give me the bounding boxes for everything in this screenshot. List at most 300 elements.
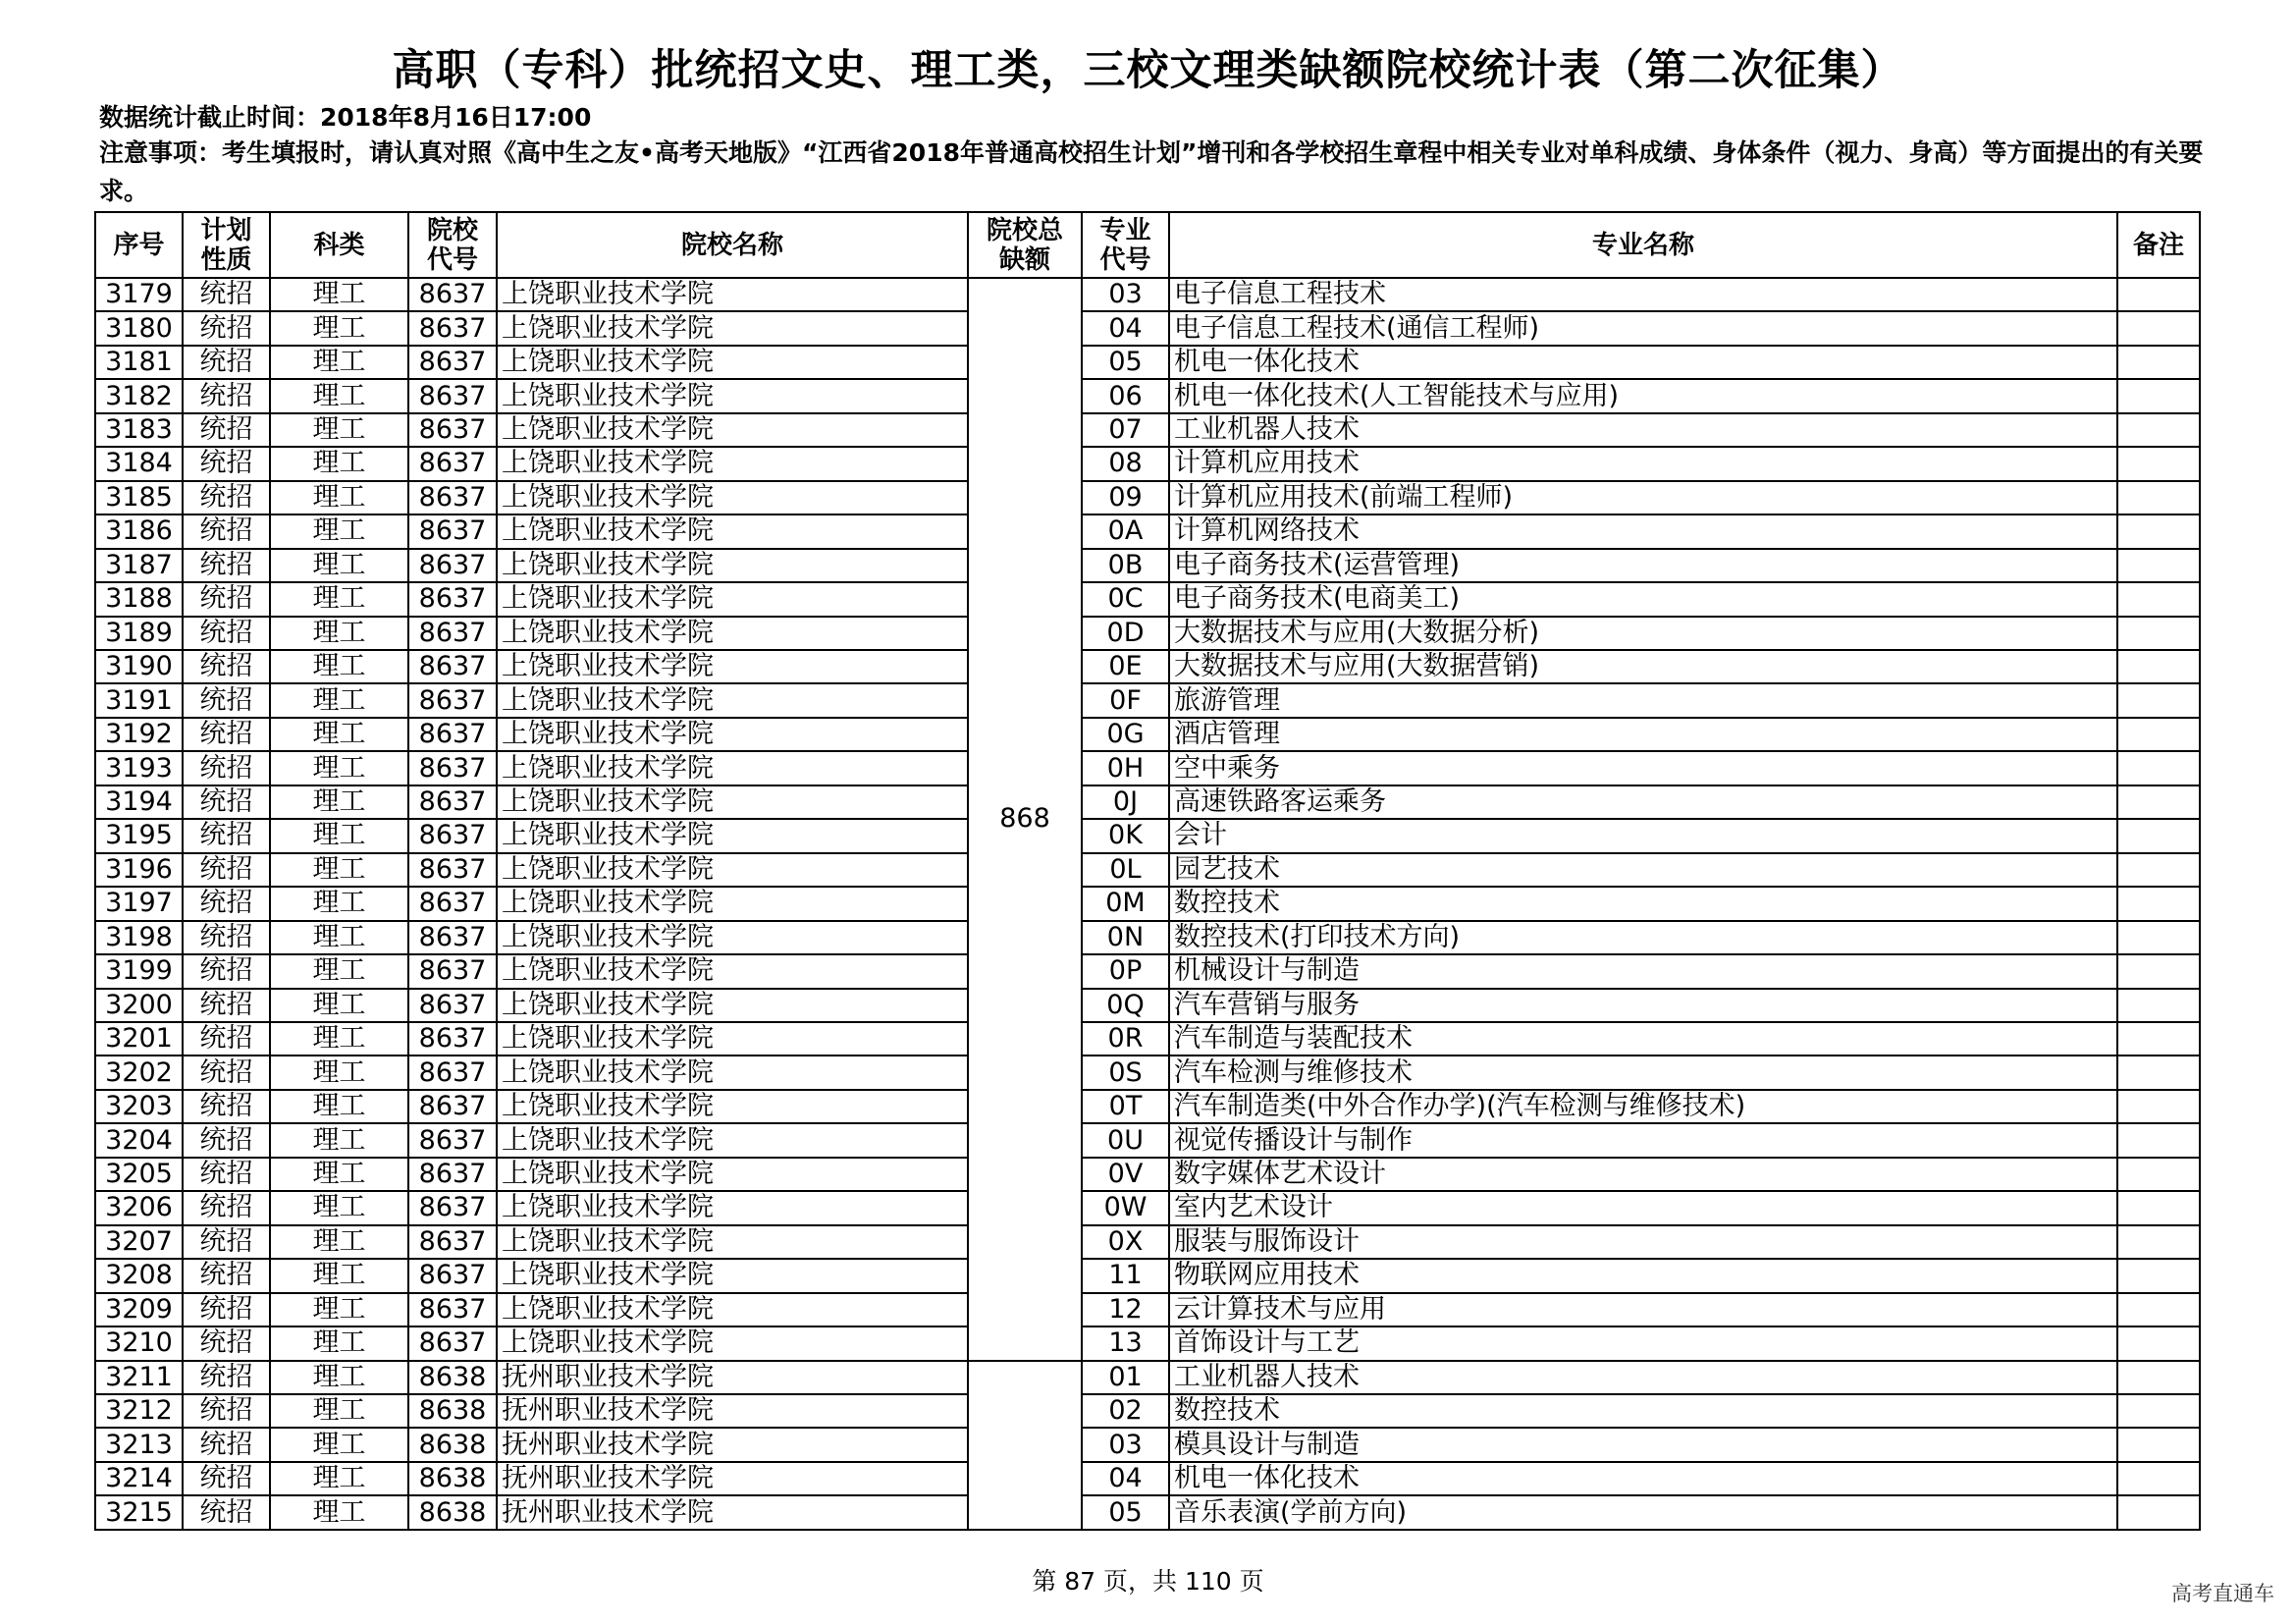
cell-school-code: 8637 (408, 1225, 497, 1259)
cell-major-name: 机电一体化技术(人工智能技术与应用) (1169, 379, 2117, 412)
table-row (95, 1394, 2200, 1428)
header-school-code (408, 212, 497, 278)
cell-remark (2117, 785, 2200, 819)
cell-school-name: 上饶职业技术学院 (497, 278, 968, 311)
notice-text: 注意事项：考生填报时，请认真对照《高中生之友•高考天地版》“江西省2018年普通高校招生计划”增刊和各学校招生章程中相关专业对单科成绩、身体条件（视力、身高）等方面提出的有关要求。 (99, 138, 2204, 205)
cell-major-name: 工业机器人技术 (1169, 413, 2117, 447)
table-row (95, 989, 2200, 1022)
cell-major-name: 机电一体化技术 (1169, 346, 2117, 379)
cell-major-code: 04 (1082, 1462, 1169, 1495)
cell-seq: 3196 (95, 853, 183, 887)
cell-school-name: 上饶职业技术学院 (497, 954, 968, 988)
cell-school-name: 上饶职业技术学院 (497, 887, 968, 920)
cell-remark (2117, 921, 2200, 954)
cell-school-code: 8637 (408, 954, 497, 988)
cell-major-name: 大数据技术与应用(大数据营销) (1169, 650, 2117, 683)
cell-major-name: 服装与服饰设计 (1169, 1225, 2117, 1259)
cell-school-code: 8637 (408, 278, 497, 311)
table-header-row (95, 212, 2200, 278)
cell-major-name: 空中乘务 (1169, 751, 2117, 785)
cell-school-vacancy: 868 (968, 278, 1082, 1361)
cell-plan-type: 统招 (183, 718, 270, 751)
cell-major-code: 0K (1082, 819, 1169, 852)
cell-major-name: 园艺技术 (1169, 853, 2117, 887)
cell-major-code: 06 (1082, 379, 1169, 412)
cell-remark (2117, 1123, 2200, 1157)
cell-school-code: 8637 (408, 853, 497, 887)
cell-major-name: 电子信息工程技术 (1169, 278, 2117, 311)
page-footer: 第 87 页，共 110 页 (1032, 1567, 1264, 1596)
cell-plan-type: 统招 (183, 785, 270, 819)
table-row (95, 514, 2200, 548)
cell-plan-type: 统招 (183, 617, 270, 650)
cell-major-name: 机械设计与制造 (1169, 954, 2117, 988)
cell-major-code: 02 (1082, 1394, 1169, 1428)
table-row (95, 1090, 2200, 1123)
cell-major-code: 0N (1082, 921, 1169, 954)
cell-school-name: 上饶职业技术学院 (497, 514, 968, 548)
table-row (95, 751, 2200, 785)
cell-remark (2117, 514, 2200, 548)
cell-major-code: 0V (1082, 1158, 1169, 1191)
cell-seq: 3213 (95, 1428, 183, 1461)
cell-category: 理工 (270, 1293, 408, 1326)
table-row (95, 683, 2200, 717)
cell-remark (2117, 1225, 2200, 1259)
table-row (95, 785, 2200, 819)
cell-remark (2117, 1361, 2200, 1394)
cell-seq: 3204 (95, 1123, 183, 1157)
cell-category: 理工 (270, 853, 408, 887)
cell-school-code: 8638 (408, 1495, 497, 1530)
cell-category: 理工 (270, 1056, 408, 1089)
cell-remark (2117, 346, 2200, 379)
cell-seq: 3191 (95, 683, 183, 717)
cell-seq: 3202 (95, 1056, 183, 1089)
cell-school-code: 8637 (408, 1293, 497, 1326)
cell-school-code: 8637 (408, 1191, 497, 1224)
cell-plan-type: 统招 (183, 1361, 270, 1394)
cell-seq: 3207 (95, 1225, 183, 1259)
cell-seq: 3184 (95, 447, 183, 480)
cell-major-code: 0W (1082, 1191, 1169, 1224)
cell-major-name: 计算机应用技术(前端工程师) (1169, 481, 2117, 514)
cell-school-name: 上饶职业技术学院 (497, 1022, 968, 1056)
cell-seq: 3214 (95, 1462, 183, 1495)
cell-remark (2117, 989, 2200, 1022)
header-plan-type-text: 计划性质 (200, 215, 252, 275)
cell-seq: 3198 (95, 921, 183, 954)
table-row (95, 1123, 2200, 1157)
cell-plan-type: 统招 (183, 887, 270, 920)
header-school-vacancy (968, 212, 1082, 278)
table-row (95, 1462, 2200, 1495)
cell-category: 理工 (270, 514, 408, 548)
cell-school-name: 上饶职业技术学院 (497, 379, 968, 412)
table-row (95, 1259, 2200, 1292)
cell-category: 理工 (270, 447, 408, 480)
cell-school-code: 8637 (408, 683, 497, 717)
cell-remark (2117, 650, 2200, 683)
cutoff-time: 数据统计截止时间：2018年8月16日17:00 (99, 103, 592, 132)
cell-major-name: 首饰设计与工艺 (1169, 1326, 2117, 1360)
cell-plan-type: 统招 (183, 1225, 270, 1259)
cell-plan-type: 统招 (183, 549, 270, 582)
cell-major-code: 0F (1082, 683, 1169, 717)
cell-plan-type: 统招 (183, 311, 270, 345)
cell-category: 理工 (270, 1326, 408, 1360)
cell-school-code: 8637 (408, 413, 497, 447)
cell-remark (2117, 853, 2200, 887)
header-remark: 备注 (2117, 212, 2200, 278)
cell-school-code: 8637 (408, 346, 497, 379)
cell-school-name: 上饶职业技术学院 (497, 1123, 968, 1157)
cell-school-name: 上饶职业技术学院 (497, 785, 968, 819)
table-row (95, 1158, 2200, 1191)
cell-major-name: 室内艺术设计 (1169, 1191, 2117, 1224)
cell-school-name: 抚州职业技术学院 (497, 1428, 968, 1461)
header-major-code (1082, 212, 1169, 278)
cell-school-code: 8637 (408, 582, 497, 616)
cell-major-name: 计算机应用技术 (1169, 447, 2117, 480)
cell-major-name: 音乐表演(学前方向) (1169, 1495, 2117, 1530)
table-row (95, 413, 2200, 447)
cell-major-code: 0D (1082, 617, 1169, 650)
cell-category: 理工 (270, 683, 408, 717)
table-row (95, 549, 2200, 582)
header-category: 科类 (270, 212, 408, 278)
cell-remark (2117, 549, 2200, 582)
cell-category: 理工 (270, 718, 408, 751)
header-major-name: 专业名称 (1169, 212, 2117, 278)
cell-school-name: 上饶职业技术学院 (497, 413, 968, 447)
cell-remark (2117, 379, 2200, 412)
cell-plan-type: 统招 (183, 1191, 270, 1224)
cell-seq: 3189 (95, 617, 183, 650)
cell-plan-type: 统招 (183, 751, 270, 785)
header-major-code-text: 专业代号 (1099, 215, 1151, 275)
cell-major-code: 0S (1082, 1056, 1169, 1089)
cell-seq: 3206 (95, 1191, 183, 1224)
cell-major-code: 01 (1082, 1361, 1169, 1394)
cell-plan-type: 统招 (183, 1428, 270, 1461)
cell-school-name: 上饶职业技术学院 (497, 1191, 968, 1224)
cell-plan-type: 统招 (183, 1394, 270, 1428)
cell-major-code: 0T (1082, 1090, 1169, 1123)
cell-plan-type: 统招 (183, 278, 270, 311)
cell-remark (2117, 1495, 2200, 1530)
cell-category: 理工 (270, 1462, 408, 1495)
table-row (95, 481, 2200, 514)
header-seq: 序号 (95, 212, 183, 278)
table-row (95, 853, 2200, 887)
cell-school-code: 8638 (408, 1462, 497, 1495)
cell-remark (2117, 887, 2200, 920)
cell-school-name: 抚州职业技术学院 (497, 1394, 968, 1428)
cell-major-code: 12 (1082, 1293, 1169, 1326)
table-row (95, 1225, 2200, 1259)
cell-plan-type: 统招 (183, 447, 270, 480)
cell-major-code: 0R (1082, 1022, 1169, 1056)
cell-major-name: 高速铁路客运乘务 (1169, 785, 2117, 819)
cell-school-name: 上饶职业技术学院 (497, 346, 968, 379)
cell-school-code: 8637 (408, 379, 497, 412)
cell-major-code: 0M (1082, 887, 1169, 920)
cell-plan-type: 统招 (183, 1022, 270, 1056)
cell-major-name: 大数据技术与应用(大数据分析) (1169, 617, 2117, 650)
cell-category: 理工 (270, 989, 408, 1022)
header-plan-type (183, 212, 270, 278)
cell-category: 理工 (270, 785, 408, 819)
cell-school-code: 8638 (408, 1361, 497, 1394)
cell-school-code: 8637 (408, 1123, 497, 1157)
cell-seq: 3215 (95, 1495, 183, 1530)
cell-major-code: 0Q (1082, 989, 1169, 1022)
cell-plan-type: 统招 (183, 1293, 270, 1326)
cell-category: 理工 (270, 1225, 408, 1259)
cell-school-name: 上饶职业技术学院 (497, 989, 968, 1022)
header-school-vacancy-text: 院校总缺额 (986, 215, 1063, 275)
cell-major-name: 工业机器人技术 (1169, 1361, 2117, 1394)
cell-category: 理工 (270, 379, 408, 412)
table-row (95, 819, 2200, 852)
cell-remark (2117, 1056, 2200, 1089)
cell-major-name: 旅游管理 (1169, 683, 2117, 717)
cell-category: 理工 (270, 1123, 408, 1157)
cell-category: 理工 (270, 617, 408, 650)
cell-school-name: 上饶职业技术学院 (497, 1225, 968, 1259)
cell-school-code: 8637 (408, 1056, 497, 1089)
cell-category: 理工 (270, 311, 408, 345)
cell-school-name: 上饶职业技术学院 (497, 751, 968, 785)
cell-school-code: 8637 (408, 751, 497, 785)
cell-seq: 3209 (95, 1293, 183, 1326)
cell-major-name: 酒店管理 (1169, 718, 2117, 751)
cell-plan-type: 统招 (183, 481, 270, 514)
cell-school-name: 上饶职业技术学院 (497, 311, 968, 345)
cell-plan-type: 统招 (183, 379, 270, 412)
cell-major-name: 汽车制造类(中外合作办学)(汽车检测与维修技术) (1169, 1090, 2117, 1123)
cell-category: 理工 (270, 1361, 408, 1394)
cell-major-name: 数控技术 (1169, 887, 2117, 920)
cell-major-code: 0H (1082, 751, 1169, 785)
cell-school-name: 上饶职业技术学院 (497, 1293, 968, 1326)
cell-school-code: 8637 (408, 819, 497, 852)
cell-major-name: 电子商务技术(运营管理) (1169, 549, 2117, 582)
cell-major-name: 视觉传播设计与制作 (1169, 1123, 2117, 1157)
cell-school-code: 8638 (408, 1394, 497, 1428)
cell-major-code: 0U (1082, 1123, 1169, 1157)
cell-plan-type: 统招 (183, 1326, 270, 1360)
table-row (95, 1428, 2200, 1461)
cell-plan-type: 统招 (183, 582, 270, 616)
cell-plan-type: 统招 (183, 819, 270, 852)
cell-major-name: 机电一体化技术 (1169, 1462, 2117, 1495)
cell-school-code: 8637 (408, 481, 497, 514)
cell-school-name: 上饶职业技术学院 (497, 1326, 968, 1360)
cell-remark (2117, 447, 2200, 480)
cell-category: 理工 (270, 481, 408, 514)
cell-plan-type: 统招 (183, 1123, 270, 1157)
cell-remark (2117, 1158, 2200, 1191)
table-row (95, 1293, 2200, 1326)
cell-remark (2117, 617, 2200, 650)
cell-category: 理工 (270, 954, 408, 988)
cell-seq: 3200 (95, 989, 183, 1022)
cell-remark (2117, 1394, 2200, 1428)
cell-school-code: 8637 (408, 718, 497, 751)
cell-category: 理工 (270, 1191, 408, 1224)
cell-major-name: 电子商务技术(电商美工) (1169, 582, 2117, 616)
vacancy-table (94, 211, 2201, 1531)
table-row (95, 582, 2200, 616)
cell-seq: 3179 (95, 278, 183, 311)
cell-seq: 3197 (95, 887, 183, 920)
cell-school-name: 上饶职业技术学院 (497, 853, 968, 887)
table-row (95, 921, 2200, 954)
cell-seq: 3187 (95, 549, 183, 582)
cell-school-name: 上饶职业技术学院 (497, 617, 968, 650)
cell-remark (2117, 413, 2200, 447)
cell-major-code: 0C (1082, 582, 1169, 616)
header-school-code-text: 院校代号 (426, 215, 478, 275)
cell-school-name: 抚州职业技术学院 (497, 1462, 968, 1495)
cell-category: 理工 (270, 1428, 408, 1461)
cell-school-name: 上饶职业技术学院 (497, 549, 968, 582)
cell-category: 理工 (270, 549, 408, 582)
cell-school-code: 8637 (408, 650, 497, 683)
cell-school-code: 8637 (408, 1326, 497, 1360)
cell-seq: 3185 (95, 481, 183, 514)
cell-school-code: 8637 (408, 311, 497, 345)
table-row (95, 1191, 2200, 1224)
cell-school-name: 上饶职业技术学院 (497, 481, 968, 514)
cell-seq: 3203 (95, 1090, 183, 1123)
table-row (95, 1022, 2200, 1056)
cell-major-name: 汽车营销与服务 (1169, 989, 2117, 1022)
cell-major-code: 11 (1082, 1259, 1169, 1292)
cell-remark (2117, 1022, 2200, 1056)
cell-major-name: 数控技术(打印技术方向) (1169, 921, 2117, 954)
cell-major-code: 13 (1082, 1326, 1169, 1360)
cell-category: 理工 (270, 650, 408, 683)
cell-major-code: 0G (1082, 718, 1169, 751)
table-row (95, 617, 2200, 650)
cell-school-name: 上饶职业技术学院 (497, 819, 968, 852)
cell-major-name: 汽车制造与装配技术 (1169, 1022, 2117, 1056)
cell-school-code: 8638 (408, 1428, 497, 1461)
cell-school-name: 上饶职业技术学院 (497, 683, 968, 717)
cell-category: 理工 (270, 1022, 408, 1056)
cell-remark (2117, 311, 2200, 345)
cell-category: 理工 (270, 1090, 408, 1123)
cell-remark (2117, 1326, 2200, 1360)
cell-seq: 3210 (95, 1326, 183, 1360)
cell-seq: 3183 (95, 413, 183, 447)
cell-category: 理工 (270, 582, 408, 616)
cell-plan-type: 统招 (183, 1090, 270, 1123)
cell-school-name: 上饶职业技术学院 (497, 582, 968, 616)
cell-school-code: 8637 (408, 785, 497, 819)
cell-plan-type: 统招 (183, 413, 270, 447)
cell-major-code: 0B (1082, 549, 1169, 582)
cell-school-name: 上饶职业技术学院 (497, 1158, 968, 1191)
cell-school-name: 上饶职业技术学院 (497, 1090, 968, 1123)
table-row (95, 346, 2200, 379)
cell-major-code: 0J (1082, 785, 1169, 819)
cell-school-code: 8637 (408, 921, 497, 954)
cell-category: 理工 (270, 751, 408, 785)
cell-school-name: 上饶职业技术学院 (497, 650, 968, 683)
cell-major-code: 0A (1082, 514, 1169, 548)
cell-plan-type: 统招 (183, 683, 270, 717)
cell-category: 理工 (270, 278, 408, 311)
cell-major-name: 数控技术 (1169, 1394, 2117, 1428)
cell-major-code: 08 (1082, 447, 1169, 480)
cell-school-code: 8637 (408, 1090, 497, 1123)
cell-remark (2117, 819, 2200, 852)
cell-seq: 3211 (95, 1361, 183, 1394)
cell-remark (2117, 1293, 2200, 1326)
cell-remark (2117, 1428, 2200, 1461)
cell-remark (2117, 683, 2200, 717)
cell-seq: 3205 (95, 1158, 183, 1191)
cell-school-code: 8637 (408, 989, 497, 1022)
cell-major-code: 04 (1082, 311, 1169, 345)
cell-remark (2117, 1259, 2200, 1292)
cell-major-name: 数字媒体艺术设计 (1169, 1158, 2117, 1191)
cell-seq: 3181 (95, 346, 183, 379)
cell-plan-type: 统招 (183, 1495, 270, 1530)
cell-plan-type: 统招 (183, 1056, 270, 1089)
cell-plan-type: 统招 (183, 346, 270, 379)
cell-plan-type: 统招 (183, 989, 270, 1022)
table-row (95, 650, 2200, 683)
table-row (95, 887, 2200, 920)
cell-seq: 3180 (95, 311, 183, 345)
cell-major-code: 05 (1082, 1495, 1169, 1530)
cell-school-name: 上饶职业技术学院 (497, 718, 968, 751)
cell-school-code: 8637 (408, 514, 497, 548)
cell-remark (2117, 278, 2200, 311)
cell-remark (2117, 954, 2200, 988)
table-row (95, 1326, 2200, 1360)
table-body (95, 278, 2200, 1530)
cell-school-vacancy (968, 1361, 1082, 1531)
cell-plan-type: 统招 (183, 1259, 270, 1292)
cell-major-name: 汽车检测与维修技术 (1169, 1056, 2117, 1089)
cell-seq: 3195 (95, 819, 183, 852)
cell-seq: 3188 (95, 582, 183, 616)
cell-major-name: 云计算技术与应用 (1169, 1293, 2117, 1326)
cell-category: 理工 (270, 1158, 408, 1191)
cell-seq: 3199 (95, 954, 183, 988)
cell-school-name: 上饶职业技术学院 (497, 1259, 968, 1292)
cell-school-code: 8637 (408, 887, 497, 920)
cell-school-name: 抚州职业技术学院 (497, 1495, 968, 1530)
cell-major-name: 模具设计与制造 (1169, 1428, 2117, 1461)
cell-remark (2117, 1090, 2200, 1123)
table-row (95, 278, 2200, 311)
cell-major-code: 03 (1082, 1428, 1169, 1461)
table-row (95, 311, 2200, 345)
cell-school-code: 8637 (408, 447, 497, 480)
cell-plan-type: 统招 (183, 1462, 270, 1495)
cell-plan-type: 统招 (183, 514, 270, 548)
table-row (95, 447, 2200, 480)
cell-seq: 3190 (95, 650, 183, 683)
cell-seq: 3186 (95, 514, 183, 548)
